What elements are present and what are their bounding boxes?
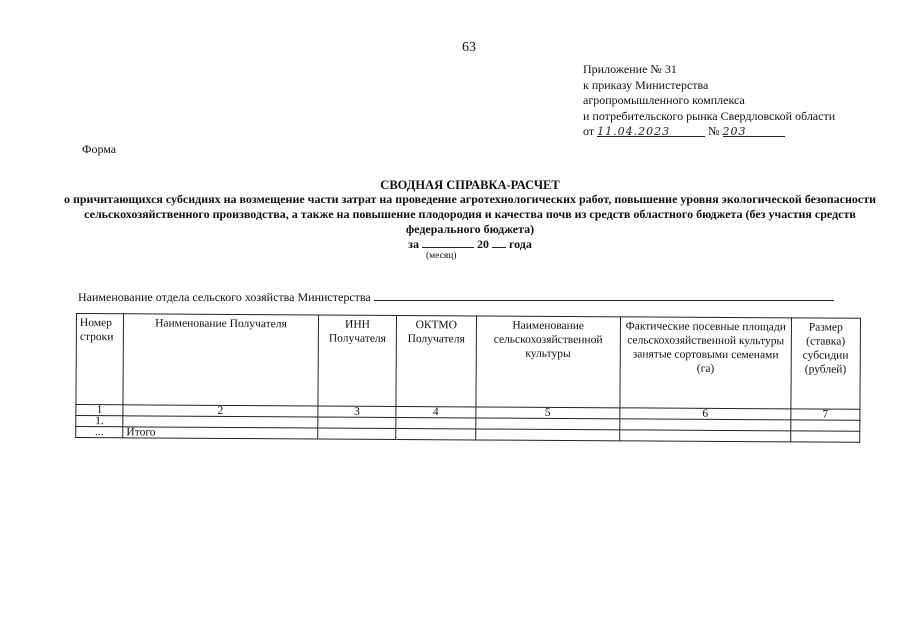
year-blank[interactable] — [492, 236, 506, 248]
from-label: от — [583, 124, 595, 138]
appendix-date-line — [583, 124, 835, 140]
period-suffix: года — [508, 237, 532, 251]
period-line — [60, 236, 880, 252]
table-cell[interactable] — [475, 418, 620, 430]
appendix-title: Приложение № 31 — [583, 62, 677, 76]
document-title: СВОДНАЯ СПРАВКА-РАСЧЕТ — [380, 178, 560, 192]
period-prefix: за — [408, 237, 419, 251]
header-sown-area: Фактические посевные площади сельскохозяйственной культуры занятые сортовыми семенами (га) — [620, 317, 791, 409]
document-subtitle: о причитающихся субсидиях на возмещение части затрат на проведение агротехнологических работ, повышение уровня экологической безопасности сельскохозяйственного производства, а также на повышение плодородия и качества почв из средств областного бюджета (без участия средств федерального бюджета) — [63, 192, 877, 236]
table-cell: ... — [76, 427, 123, 438]
total-label: Итого — [123, 427, 318, 439]
page-number: 63 — [462, 40, 476, 55]
appendix-ministry-line: агропромышленного комплекса — [583, 93, 745, 107]
table-header-row — [76, 314, 861, 410]
table-cell[interactable] — [318, 428, 396, 439]
header-crop-name: Наименование сельскохозяйственной культуры — [475, 316, 620, 408]
table-cell[interactable] — [790, 420, 859, 431]
appendix-region-line: и потребительского рынка Свердловской области — [583, 108, 836, 123]
table-cell[interactable] — [790, 431, 859, 442]
column-number: 7 — [791, 409, 860, 420]
column-number: 3 — [318, 406, 396, 417]
month-blank[interactable] — [422, 236, 474, 248]
column-number: 5 — [475, 407, 620, 419]
department-label: Наименование отдела сельского хозяйства Министерства — [78, 290, 371, 304]
department-blank[interactable] — [374, 288, 834, 301]
number-label: № — [708, 124, 720, 138]
number-field — [723, 124, 785, 137]
header-inn: ИНН Получателя — [318, 315, 397, 406]
column-number: 6 — [620, 408, 791, 420]
column-number: 2 — [123, 405, 318, 417]
table-cell[interactable] — [396, 428, 475, 439]
date-field — [597, 124, 705, 137]
month-note: (месяц) — [426, 251, 457, 261]
column-number: 1 — [76, 405, 123, 416]
table-cell[interactable] — [396, 417, 475, 428]
handwritten-number: 203 — [722, 125, 747, 138]
header-subsidy-rate: Размер (ставка) субсидии (рублей) — [791, 318, 861, 409]
appendix-block — [583, 62, 835, 140]
appendix-order-line: к приказу Министерства — [583, 77, 709, 92]
table-cell[interactable] — [620, 430, 791, 442]
header-oktmo: ОКТМО Получателя — [396, 315, 476, 406]
column-number: 4 — [396, 406, 475, 417]
year-prefix: 20 — [476, 237, 489, 251]
header-row-number: Номер строки — [76, 314, 124, 405]
department-line — [78, 288, 834, 305]
calculation-table — [75, 313, 861, 443]
table-cell[interactable] — [475, 429, 620, 441]
header-recipient-name: Наименование Получателя — [123, 314, 318, 406]
table-cell: 1. — [76, 416, 123, 427]
table-cell[interactable] — [318, 417, 396, 428]
form-label: Форма — [82, 142, 117, 156]
handwritten-date: 11.04.2023 — [597, 125, 671, 138]
